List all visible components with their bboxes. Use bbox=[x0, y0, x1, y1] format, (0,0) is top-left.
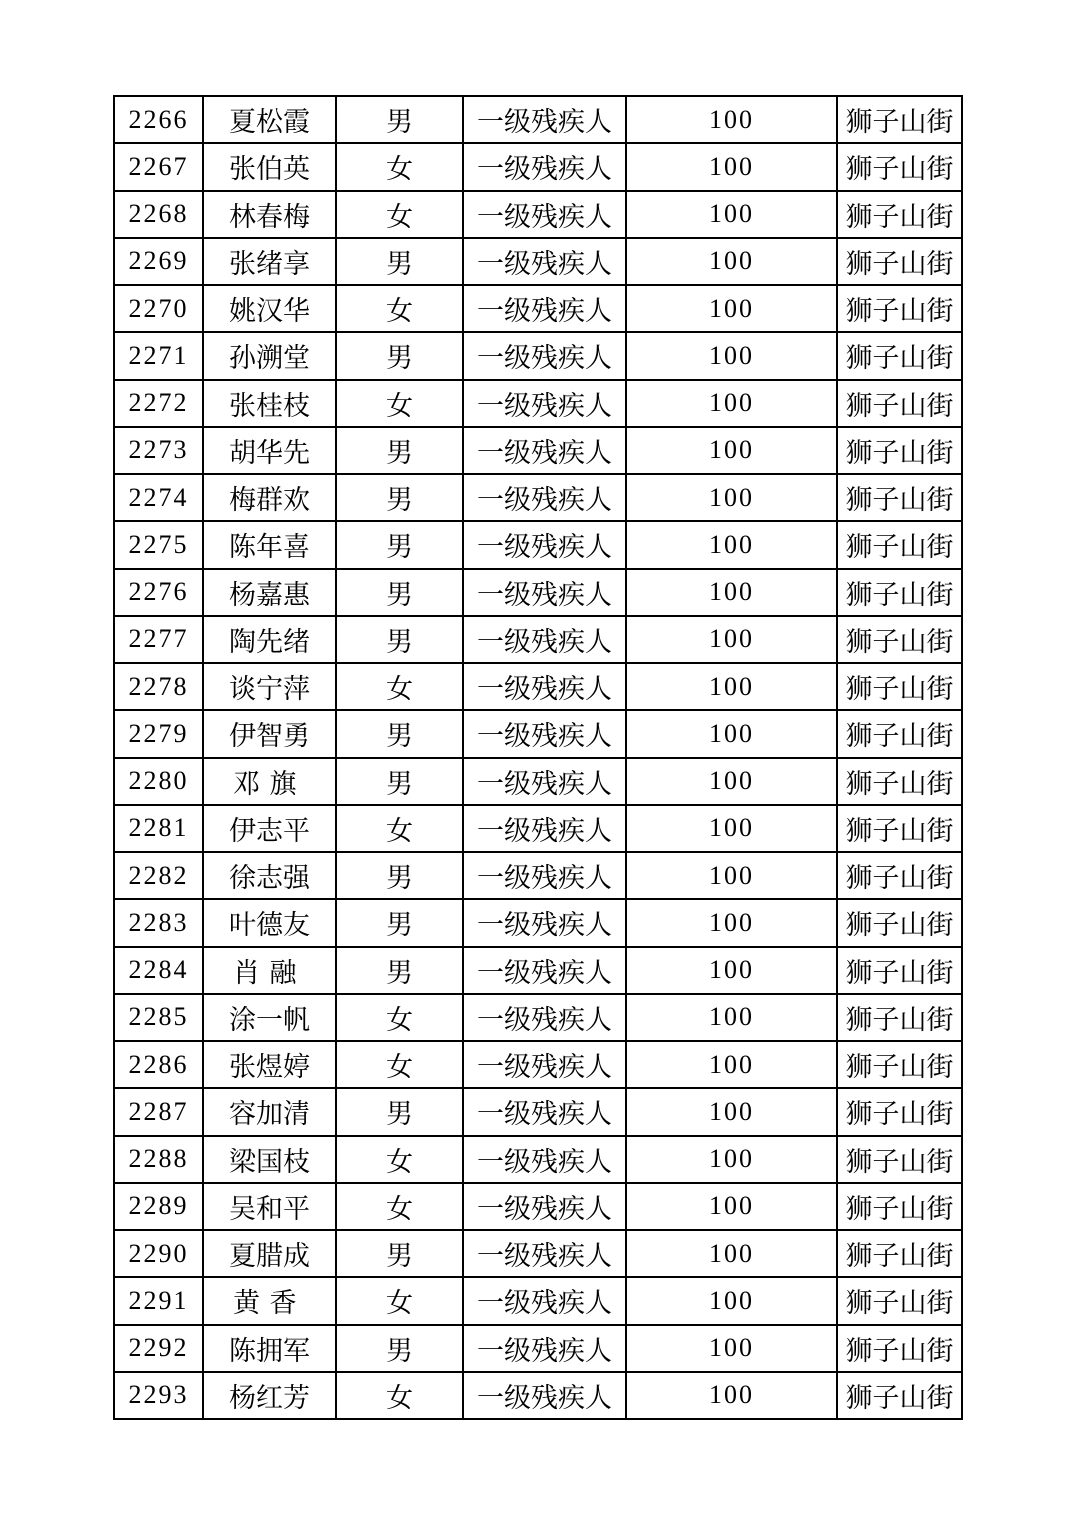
cell-gender: 男 bbox=[336, 427, 463, 474]
cell-street: 狮子山街 bbox=[837, 1372, 962, 1419]
cell-street: 狮子山街 bbox=[837, 143, 962, 190]
cell-amount: 100 bbox=[626, 143, 837, 190]
cell-name: 张绪享 bbox=[203, 238, 336, 285]
cell-category: 一级残疾人 bbox=[463, 1372, 626, 1419]
cell-serial: 2266 bbox=[114, 96, 203, 143]
cell-gender: 男 bbox=[336, 521, 463, 568]
cell-gender: 女 bbox=[336, 1136, 463, 1183]
cell-serial: 2283 bbox=[114, 899, 203, 946]
cell-name: 胡华先 bbox=[203, 427, 336, 474]
cell-serial: 2269 bbox=[114, 238, 203, 285]
cell-gender: 女 bbox=[336, 380, 463, 427]
cell-street: 狮子山街 bbox=[837, 899, 962, 946]
cell-gender: 女 bbox=[336, 285, 463, 332]
table-row bbox=[114, 1277, 962, 1324]
cell-amount: 100 bbox=[626, 1183, 837, 1230]
cell-name: 杨红芳 bbox=[203, 1372, 336, 1419]
table-row bbox=[114, 947, 962, 994]
cell-amount: 100 bbox=[626, 1277, 837, 1324]
cell-name: 陶先绪 bbox=[203, 616, 336, 663]
cell-gender: 男 bbox=[336, 474, 463, 521]
cell-name: 叶德友 bbox=[203, 899, 336, 946]
cell-category: 一级残疾人 bbox=[463, 663, 626, 710]
cell-street: 狮子山街 bbox=[837, 710, 962, 757]
cell-category: 一级残疾人 bbox=[463, 947, 626, 994]
cell-name: 陈拥军 bbox=[203, 1325, 336, 1372]
cell-amount: 100 bbox=[626, 899, 837, 946]
cell-amount: 100 bbox=[626, 710, 837, 757]
cell-category: 一级残疾人 bbox=[463, 332, 626, 379]
cell-serial: 2268 bbox=[114, 191, 203, 238]
cell-serial: 2271 bbox=[114, 332, 203, 379]
table-row bbox=[114, 1183, 962, 1230]
cell-gender: 女 bbox=[336, 805, 463, 852]
cell-name: 邓旗 bbox=[203, 758, 336, 805]
cell-gender: 女 bbox=[336, 663, 463, 710]
cell-name: 肖融 bbox=[203, 947, 336, 994]
cell-amount: 100 bbox=[626, 805, 837, 852]
cell-category: 一级残疾人 bbox=[463, 238, 626, 285]
table-row bbox=[114, 427, 962, 474]
cell-gender: 男 bbox=[336, 238, 463, 285]
cell-serial: 2270 bbox=[114, 285, 203, 332]
cell-category: 一级残疾人 bbox=[463, 96, 626, 143]
cell-serial: 2293 bbox=[114, 1372, 203, 1419]
cell-name: 姚汉华 bbox=[203, 285, 336, 332]
cell-category: 一级残疾人 bbox=[463, 1041, 626, 1088]
cell-serial: 2278 bbox=[114, 663, 203, 710]
table-body bbox=[114, 96, 962, 1419]
cell-serial: 2267 bbox=[114, 143, 203, 190]
cell-amount: 100 bbox=[626, 427, 837, 474]
cell-gender: 男 bbox=[336, 1230, 463, 1277]
cell-serial: 2277 bbox=[114, 616, 203, 663]
cell-street: 狮子山街 bbox=[837, 663, 962, 710]
cell-serial: 2285 bbox=[114, 994, 203, 1041]
cell-amount: 100 bbox=[626, 1041, 837, 1088]
cell-gender: 男 bbox=[336, 96, 463, 143]
cell-street: 狮子山街 bbox=[837, 1088, 962, 1135]
cell-category: 一级残疾人 bbox=[463, 1088, 626, 1135]
cell-gender: 女 bbox=[336, 1183, 463, 1230]
cell-name: 徐志强 bbox=[203, 852, 336, 899]
cell-category: 一级残疾人 bbox=[463, 758, 626, 805]
cell-category: 一级残疾人 bbox=[463, 191, 626, 238]
cell-serial: 2286 bbox=[114, 1041, 203, 1088]
cell-category: 一级残疾人 bbox=[463, 1325, 626, 1372]
table-row bbox=[114, 191, 962, 238]
cell-street: 狮子山街 bbox=[837, 1041, 962, 1088]
table-row bbox=[114, 380, 962, 427]
cell-gender: 男 bbox=[336, 1325, 463, 1372]
cell-amount: 100 bbox=[626, 569, 837, 616]
cell-street: 狮子山街 bbox=[837, 994, 962, 1041]
cell-amount: 100 bbox=[626, 1230, 837, 1277]
cell-name: 梅群欢 bbox=[203, 474, 336, 521]
cell-amount: 100 bbox=[626, 332, 837, 379]
table-row bbox=[114, 710, 962, 757]
cell-category: 一级残疾人 bbox=[463, 1230, 626, 1277]
table-row bbox=[114, 994, 962, 1041]
beneficiary-table bbox=[113, 95, 963, 1420]
cell-street: 狮子山街 bbox=[837, 238, 962, 285]
cell-amount: 100 bbox=[626, 994, 837, 1041]
cell-gender: 男 bbox=[336, 710, 463, 757]
cell-category: 一级残疾人 bbox=[463, 380, 626, 427]
cell-amount: 100 bbox=[626, 663, 837, 710]
cell-serial: 2292 bbox=[114, 1325, 203, 1372]
cell-serial: 2289 bbox=[114, 1183, 203, 1230]
cell-gender: 女 bbox=[336, 1372, 463, 1419]
table-row bbox=[114, 1136, 962, 1183]
cell-serial: 2272 bbox=[114, 380, 203, 427]
cell-name: 陈年喜 bbox=[203, 521, 336, 568]
cell-serial: 2284 bbox=[114, 947, 203, 994]
cell-serial: 2281 bbox=[114, 805, 203, 852]
cell-category: 一级残疾人 bbox=[463, 474, 626, 521]
cell-gender: 男 bbox=[336, 899, 463, 946]
table-row bbox=[114, 474, 962, 521]
cell-street: 狮子山街 bbox=[837, 1230, 962, 1277]
cell-category: 一级残疾人 bbox=[463, 427, 626, 474]
table-row bbox=[114, 852, 962, 899]
cell-street: 狮子山街 bbox=[837, 191, 962, 238]
cell-serial: 2275 bbox=[114, 521, 203, 568]
cell-name: 涂一帆 bbox=[203, 994, 336, 1041]
cell-street: 狮子山街 bbox=[837, 285, 962, 332]
cell-name: 伊智勇 bbox=[203, 710, 336, 757]
cell-gender: 女 bbox=[336, 191, 463, 238]
cell-serial: 2291 bbox=[114, 1277, 203, 1324]
cell-category: 一级残疾人 bbox=[463, 521, 626, 568]
cell-serial: 2273 bbox=[114, 427, 203, 474]
cell-gender: 女 bbox=[336, 1041, 463, 1088]
cell-amount: 100 bbox=[626, 1088, 837, 1135]
cell-name: 夏松霞 bbox=[203, 96, 336, 143]
cell-street: 狮子山街 bbox=[837, 332, 962, 379]
cell-street: 狮子山街 bbox=[837, 947, 962, 994]
cell-street: 狮子山街 bbox=[837, 569, 962, 616]
cell-amount: 100 bbox=[626, 1372, 837, 1419]
cell-street: 狮子山街 bbox=[837, 758, 962, 805]
cell-street: 狮子山街 bbox=[837, 805, 962, 852]
cell-serial: 2274 bbox=[114, 474, 203, 521]
cell-street: 狮子山街 bbox=[837, 1183, 962, 1230]
cell-name: 谈宁萍 bbox=[203, 663, 336, 710]
table-row bbox=[114, 1372, 962, 1419]
cell-name: 伊志平 bbox=[203, 805, 336, 852]
cell-amount: 100 bbox=[626, 285, 837, 332]
cell-name: 吴和平 bbox=[203, 1183, 336, 1230]
cell-amount: 100 bbox=[626, 474, 837, 521]
cell-gender: 男 bbox=[336, 947, 463, 994]
cell-category: 一级残疾人 bbox=[463, 569, 626, 616]
cell-amount: 100 bbox=[626, 521, 837, 568]
cell-amount: 100 bbox=[626, 1136, 837, 1183]
cell-category: 一级残疾人 bbox=[463, 710, 626, 757]
table-row bbox=[114, 758, 962, 805]
cell-serial: 2276 bbox=[114, 569, 203, 616]
cell-gender: 男 bbox=[336, 616, 463, 663]
table-row bbox=[114, 285, 962, 332]
table-row bbox=[114, 663, 962, 710]
cell-serial: 2287 bbox=[114, 1088, 203, 1135]
cell-amount: 100 bbox=[626, 238, 837, 285]
cell-amount: 100 bbox=[626, 1325, 837, 1372]
table-row bbox=[114, 1088, 962, 1135]
cell-category: 一级残疾人 bbox=[463, 143, 626, 190]
cell-serial: 2279 bbox=[114, 710, 203, 757]
cell-name: 张伯英 bbox=[203, 143, 336, 190]
cell-amount: 100 bbox=[626, 191, 837, 238]
cell-street: 狮子山街 bbox=[837, 1277, 962, 1324]
cell-serial: 2282 bbox=[114, 852, 203, 899]
table-row bbox=[114, 1325, 962, 1372]
table-row bbox=[114, 238, 962, 285]
cell-gender: 男 bbox=[336, 332, 463, 379]
cell-gender: 男 bbox=[336, 1088, 463, 1135]
cell-amount: 100 bbox=[626, 96, 837, 143]
table-row bbox=[114, 899, 962, 946]
cell-serial: 2280 bbox=[114, 758, 203, 805]
cell-street: 狮子山街 bbox=[837, 96, 962, 143]
cell-name: 容加清 bbox=[203, 1088, 336, 1135]
cell-category: 一级残疾人 bbox=[463, 852, 626, 899]
cell-street: 狮子山街 bbox=[837, 616, 962, 663]
cell-name: 夏腊成 bbox=[203, 1230, 336, 1277]
cell-name: 黄香 bbox=[203, 1277, 336, 1324]
cell-category: 一级残疾人 bbox=[463, 1277, 626, 1324]
cell-street: 狮子山街 bbox=[837, 1136, 962, 1183]
cell-gender: 男 bbox=[336, 852, 463, 899]
cell-amount: 100 bbox=[626, 852, 837, 899]
table-row bbox=[114, 521, 962, 568]
cell-name: 杨嘉惠 bbox=[203, 569, 336, 616]
cell-name: 孙溯堂 bbox=[203, 332, 336, 379]
cell-name: 梁国枝 bbox=[203, 1136, 336, 1183]
cell-serial: 2288 bbox=[114, 1136, 203, 1183]
cell-category: 一级残疾人 bbox=[463, 899, 626, 946]
cell-category: 一级残疾人 bbox=[463, 805, 626, 852]
cell-street: 狮子山街 bbox=[837, 852, 962, 899]
cell-category: 一级残疾人 bbox=[463, 994, 626, 1041]
cell-street: 狮子山街 bbox=[837, 380, 962, 427]
cell-street: 狮子山街 bbox=[837, 427, 962, 474]
cell-amount: 100 bbox=[626, 758, 837, 805]
cell-gender: 女 bbox=[336, 143, 463, 190]
table-row bbox=[114, 96, 962, 143]
cell-amount: 100 bbox=[626, 947, 837, 994]
cell-category: 一级残疾人 bbox=[463, 1183, 626, 1230]
table-row bbox=[114, 332, 962, 379]
cell-name: 张桂枝 bbox=[203, 380, 336, 427]
cell-gender: 男 bbox=[336, 758, 463, 805]
table-row bbox=[114, 569, 962, 616]
table-row bbox=[114, 1041, 962, 1088]
table-row bbox=[114, 143, 962, 190]
table-row bbox=[114, 1230, 962, 1277]
cell-street: 狮子山街 bbox=[837, 474, 962, 521]
cell-gender: 女 bbox=[336, 994, 463, 1041]
cell-name: 张煜婷 bbox=[203, 1041, 336, 1088]
cell-amount: 100 bbox=[626, 616, 837, 663]
table-row bbox=[114, 616, 962, 663]
cell-category: 一级残疾人 bbox=[463, 285, 626, 332]
cell-category: 一级残疾人 bbox=[463, 1136, 626, 1183]
table-row bbox=[114, 805, 962, 852]
cell-category: 一级残疾人 bbox=[463, 616, 626, 663]
cell-name: 林春梅 bbox=[203, 191, 336, 238]
cell-serial: 2290 bbox=[114, 1230, 203, 1277]
cell-gender: 女 bbox=[336, 1277, 463, 1324]
cell-street: 狮子山街 bbox=[837, 1325, 962, 1372]
cell-street: 狮子山街 bbox=[837, 521, 962, 568]
cell-gender: 男 bbox=[336, 569, 463, 616]
cell-amount: 100 bbox=[626, 380, 837, 427]
